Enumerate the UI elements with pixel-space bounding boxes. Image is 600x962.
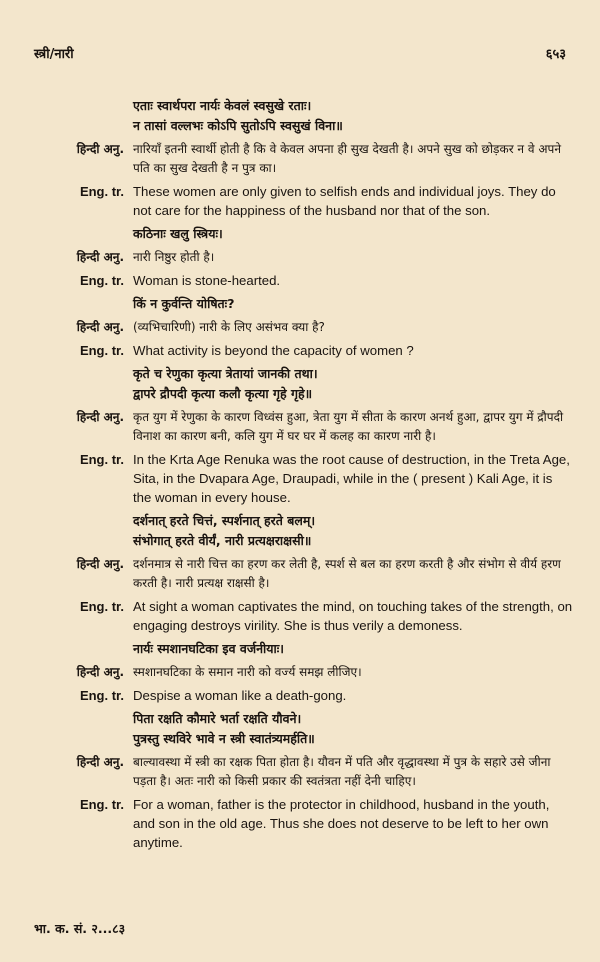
verse-line: दर्शनात् हरते चित्तं, स्पर्शनात् हरते बलम्। [133, 513, 316, 528]
verse-line: किं न कुर्वन्ति योषितः? [133, 296, 235, 311]
hindi-text: नारियाँ इतनी स्वार्थी होती है कि वे केवल अपना ही सुख देखती है। अपने सुख को छोड़कर न वे अपने पति का सुख देखती है न पुत्र का। [133, 142, 562, 175]
verse-line: संभोगात् हरते वीर्यं, नारी प्रत्यक्षराक्षसी॥ [133, 533, 312, 548]
english-translation-row [0, 271, 600, 290]
page-number: ६५३ [545, 47, 566, 62]
hindi-translation-row [0, 140, 600, 178]
english-text: Despise a woman like a death-gong. [133, 688, 347, 703]
english-label: Eng. tr. [79, 599, 124, 614]
english-translation-row [0, 686, 600, 705]
english-text: These women are only given to selfish ends and individual joys. They do not care for the happiness of the husband nor that of the son. [133, 184, 556, 218]
page-header [34, 44, 566, 62]
hindi-label: हिन्दी अनु. [76, 410, 124, 424]
page-content [0, 92, 600, 856]
hindi-translation-row [0, 318, 600, 337]
english-text: For a woman, father is the protector in childhood, husband in the youth, and son in the old age. Thus she does not deserve to be left to her own anytime. [133, 797, 550, 850]
hindi-translation-row [0, 753, 600, 791]
verse-line: द्वापरे द्रौपदी कृत्या कलौ कृत्या गृहे गृहे॥ [133, 386, 313, 401]
hindi-label: हिन्दी अनु. [76, 250, 124, 264]
english-label: Eng. tr. [79, 688, 124, 703]
quote-entry [0, 511, 600, 635]
sanskrit-verse [133, 709, 573, 749]
page-footer: भा. क. सं. २...८३ [34, 921, 126, 936]
hindi-translation-row [0, 663, 600, 682]
hindi-text: नारी निष्ठुर होती है। [133, 250, 215, 264]
verse-line: नार्यः स्मशानघटिका इव वर्जनीयाः। [133, 641, 285, 656]
sanskrit-verse [133, 224, 573, 244]
quote-entry [0, 364, 600, 507]
english-label: Eng. tr. [79, 273, 124, 288]
quote-entry [0, 294, 600, 360]
english-translation-row [0, 182, 600, 220]
english-translation-row [0, 795, 600, 852]
hindi-text: कृत युग में रेणुका के कारण विध्वंस हुआ, त्रेता युग में सीता के कारण अनर्थ हुआ, द्वापर युग में द्रौपदी विनाश का कारण बनी, कलि युग में घर घर में कलह का कारण नारी है। [133, 410, 564, 443]
english-translation-row [0, 341, 600, 360]
quote-entry [0, 709, 600, 852]
sanskrit-verse [133, 364, 573, 404]
hindi-translation-row [0, 408, 600, 446]
running-head: स्त्री/नारी [34, 47, 74, 62]
english-text: In the Krta Age Renuka was the root cause of destruction, in the Treta Age, Sita, in the Dvapara Age, Draupadi, while in the ( present ) Kali Age, it is the woman in every house. [133, 452, 570, 505]
english-label: Eng. tr. [79, 797, 124, 812]
english-label: Eng. tr. [79, 184, 124, 199]
hindi-label: हिन्दी अनु. [76, 665, 124, 679]
english-translation-row [0, 597, 600, 635]
sanskrit-verse [133, 294, 573, 314]
quote-entry [0, 639, 600, 705]
verse-line: पिता रक्षति कौमारे भर्ता रक्षति यौवने। [133, 711, 302, 726]
english-text: What activity is beyond the capacity of women ? [133, 343, 414, 358]
verse-line: एताः स्वार्थपरा नार्यः केवलं स्वसुखे रताः। [133, 98, 312, 113]
quote-entry [0, 96, 600, 220]
hindi-label: हिन्दी अनु. [76, 557, 124, 571]
hindi-translation-row [0, 555, 600, 593]
sanskrit-verse [133, 96, 573, 136]
hindi-label: हिन्दी अनु. [76, 320, 124, 334]
quote-entry [0, 224, 600, 290]
english-label: Eng. tr. [79, 343, 124, 358]
verse-line: कृते च रेणुका कृत्या त्रेतायां जानकी तथा। [133, 366, 318, 381]
hindi-text: स्मशानघटिका के समान नारी को वर्ज्य समझ लीजिए। [133, 665, 362, 679]
hindi-text: बाल्यावस्था में स्त्री का रक्षक पिता होता है। यौवन में पति और वृद्धावस्था में पुत्र के सहारे उसे जीना पड़ता है। अतः नारी को किसी प्रकार की स्वतंत्रता नहीं देनी चाहिए। [133, 755, 551, 788]
english-label: Eng. tr. [79, 452, 124, 467]
verse-line: पुत्रस्तु स्थविरे भावे न स्त्री स्वातंत्र्यमर्हति॥ [133, 731, 315, 746]
hindi-translation-row [0, 248, 600, 267]
verse-line: कठिनाः खलु स्त्रियः। [133, 226, 223, 241]
verse-line: न तासां वल्लभः कोऽपि सुतोऽपि स्वसुखं विना॥ [133, 118, 343, 133]
english-text: Woman is stone-hearted. [133, 273, 281, 288]
sanskrit-verse [133, 639, 573, 659]
english-translation-row [0, 450, 600, 507]
hindi-text: दर्शनमात्र से नारी चित्त का हरण कर लेती है, स्पर्श से बल का हरण करती है और संभोग से वीर्य हरण करती है। नारी प्रत्यक्ष राक्षसी है। [133, 557, 561, 590]
hindi-text: (व्यभिचारिणी) नारी के लिए असंभव क्या है? [133, 320, 325, 334]
hindi-label: हिन्दी अनु. [76, 142, 124, 156]
english-text: At sight a woman captivates the mind, on touching takes of the strength, on engaging destroys virility. She is thus verily a demoness. [133, 599, 573, 633]
sanskrit-verse [133, 511, 573, 551]
hindi-label: हिन्दी अनु. [76, 755, 124, 769]
